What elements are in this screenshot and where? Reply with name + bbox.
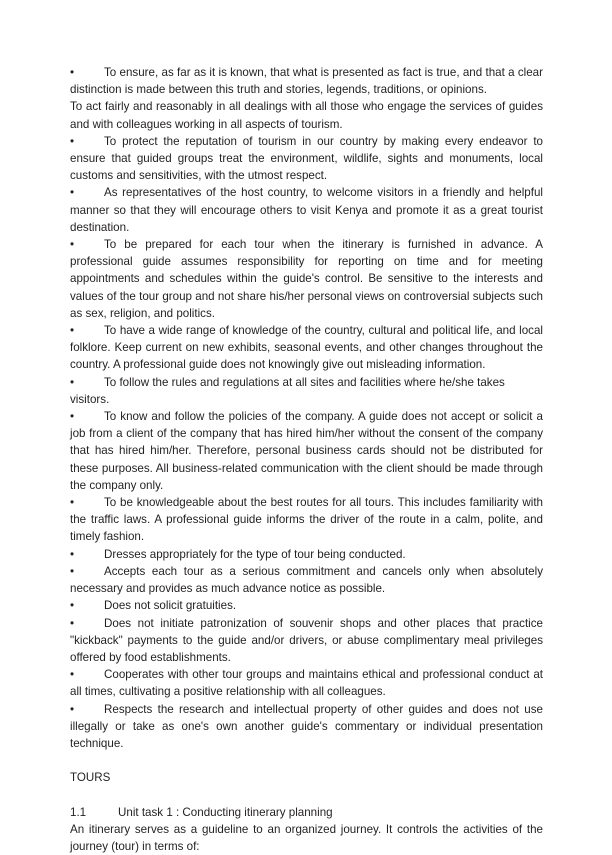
list-item-text: Dresses appropriately for the type of tour being conducted. (104, 547, 406, 561)
list-item (70, 597, 543, 614)
list-item (70, 374, 543, 408)
document-body (70, 64, 543, 855)
bullet-icon: • (70, 186, 75, 200)
bullet-icon: • (70, 599, 75, 613)
code-of-conduct-list (70, 64, 543, 752)
bullet-icon: • (70, 238, 75, 252)
bullet-icon: • (70, 547, 75, 561)
bullet-icon: • (70, 66, 75, 79)
list-item-text: To be knowledgeable about the best routes for all tours. This includes familiarity with the traffic laws. A professional guide informs the driver of the route in a calm, polite, and timely fashion. (70, 496, 543, 544)
subsection-title: Unit task 1 : Conducting itinerary planning (118, 805, 333, 819)
list-item (70, 701, 543, 753)
list-item (70, 408, 543, 494)
bullet-icon: • (70, 410, 75, 424)
list-item (70, 64, 543, 98)
intro-paragraph: An itinerary serves as a guideline to an organized journey. It controls the activities of the journey (tour) in terms of: (70, 822, 543, 854)
list-item (70, 322, 543, 374)
section-heading-tours: TOURS (70, 771, 111, 785)
list-item-text: To know and follow the policies of the company. A guide does not accept or solicit a job from a client of the company that has hired him/her without the consent of the company that has hired him/her. Therefore, personal business cards should not be distributed for these purposes. All business-related communication with the client should be made through the company only. (70, 410, 543, 492)
subsection-number: 1.1 (70, 805, 87, 819)
bullet-icon: • (70, 496, 75, 510)
paragraph-spacer (70, 787, 543, 804)
list-item (70, 546, 543, 563)
bullet-icon: • (70, 564, 75, 578)
list-item (70, 666, 543, 700)
list-item-text: To protect the reputation of tourism in our country by making every endeavor to ensure that guided groups treat the environment, wildlife, sights and monuments, local customs and sensitivities, with the utmost respect. (70, 134, 543, 183)
bullet-icon: • (70, 668, 75, 682)
list-item-text: Does not solicit gratuities. (104, 599, 237, 613)
list-item (70, 236, 543, 322)
bullet-icon: • (70, 134, 75, 148)
list-item (70, 98, 543, 132)
bullet-icon: • (70, 324, 75, 338)
paragraph-spacer (70, 752, 543, 769)
subsection-heading (70, 804, 543, 821)
bullet-icon: • (70, 375, 75, 389)
bullet-icon: • (70, 702, 75, 716)
list-item-text: Respects the research and intellectual property of other guides and does not use illegally or take as one's own another guide's commentary or individual presentation technique. (70, 702, 543, 750)
list-item-text: Cooperates with other tour groups and maintains ethical and professional conduct at all times, cultivating a positive relationship with all colleagues. (70, 668, 543, 699)
list-item-text: To act fairly and reasonably in all dealings with all those who engage the services of guides and with colleagues working in all aspects of tourism. (70, 100, 543, 131)
list-item-text: To ensure, as far as it is known, that what is presented as fact is true, and that a clear distinction is made between this truth and stories, legends, traditions, or opinions. (70, 66, 543, 97)
list-item (70, 563, 543, 597)
list-item-text: Accepts each tour as a serious commitment and cancels only when absolutely necessary and provides as much advance notice as possible. (70, 564, 543, 596)
list-item-text: To be prepared for each tour when the itinerary is furnished in advance. A professional guide assumes responsibility for reporting on time and for meeting appointments and schedules within the guide's control. Be sensitive to the interests and values of the tour group and not share his/her personal views on controversial subjects such as sex, religion, and politics. (70, 238, 543, 320)
list-item (70, 133, 543, 185)
list-item (70, 184, 543, 236)
list-item-text: As representatives of the host country, to welcome visitors in a friendly and helpful manner so that they will encourage others to visit Kenya and promote it as a great tourist destination. (70, 186, 543, 234)
list-item-text: Does not initiate patronization of souvenir shops and other places that practice "kickback" payments to the guide and/or drivers, or abuse complimentary meal privileges offered by food establishments. (70, 616, 543, 664)
bullet-icon: • (70, 616, 75, 630)
list-item (70, 494, 543, 546)
list-item-text: To have a wide range of knowledge of the country, cultural and political life, and local folklore. Keep current on new exhibits, seasonal events, and other changes throughout the country. A professional guide does not knowingly give out misleading information. (70, 324, 543, 372)
list-item (70, 615, 543, 667)
list-item-text: To follow the rules and regulations at all sites and facilities where he/she takes visitors. (70, 375, 505, 406)
